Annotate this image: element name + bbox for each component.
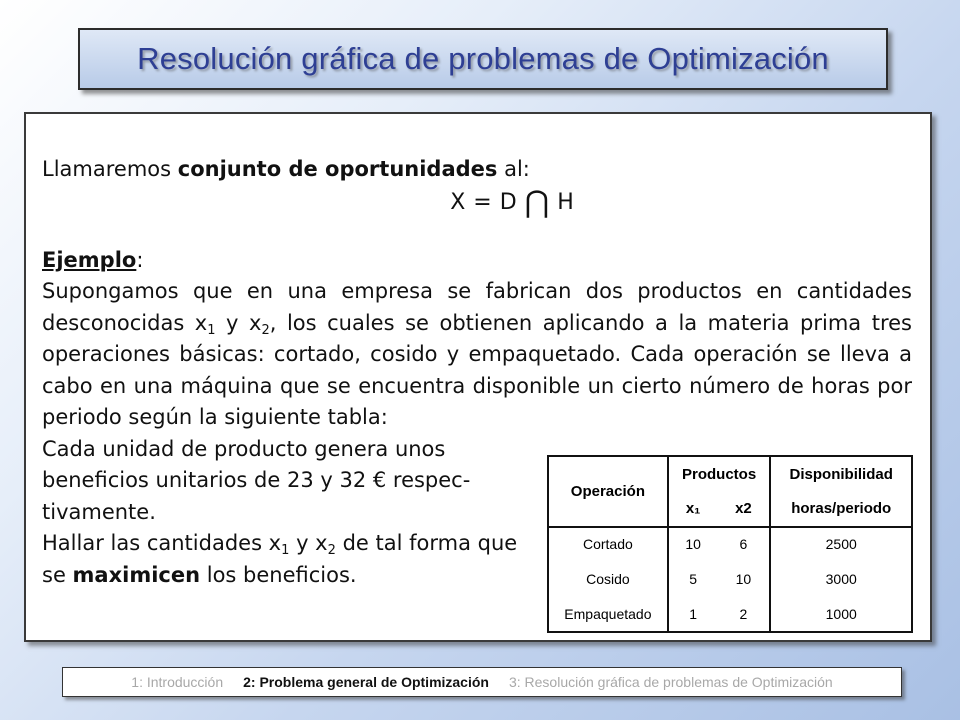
para1-part-c: , los cuales se obtienen aplicando a la materia prima tres operaciones básicas: cortado, cosido y empaquetado. Cada operación se lleva a cabo en una máquina que se encuentra disponible un cierto número de horas por periodo según la siguiente tabla: [42, 310, 912, 429]
formula-d: D [499, 189, 517, 215]
intro-line [42, 154, 912, 186]
cell-x2: 10 [717, 561, 770, 596]
slide-title: Resolución gráfica de problemas de Optimización [137, 41, 829, 76]
nav-link-resolucion-grafica[interactable]: 3: Resolución gráfica de problemas de Optimización [508, 674, 833, 690]
header-x1: x₁ [668, 492, 718, 527]
table-row [549, 561, 911, 596]
cell-x1: 5 [689, 570, 698, 587]
paragraph-3 [42, 528, 532, 591]
header-operacion: Operación [549, 457, 668, 527]
intro-bold-term: conjunto de oportunidades [177, 157, 498, 181]
cell-operation: Cosido [549, 561, 668, 596]
ejemplo-colon: : [136, 247, 144, 272]
header-x2: x2 [717, 492, 770, 527]
title-box [78, 28, 888, 90]
formula-equals: = [473, 189, 492, 215]
cell-x1: 1 [689, 605, 698, 622]
footer-navigation [62, 667, 902, 697]
ejemplo-heading [42, 245, 912, 277]
paragraph-1 [42, 276, 912, 434]
cell-x2: 2 [717, 596, 770, 631]
formula [112, 186, 912, 220]
content-box [24, 112, 932, 642]
cell-operation: Empaquetado [549, 596, 668, 631]
nav-link-introduccion[interactable]: 1: Introducción [131, 674, 224, 690]
para3-bold: maximicen [72, 562, 201, 587]
paragraph-2: Cada unidad de producto genera unos beneficios unitarios de 23 y 32 € respec-tivamente. [42, 436, 471, 524]
nav-link-problema-general[interactable]: 2: Problema general de Optimización [243, 674, 489, 690]
header-horas-periodo: horas/periodo [770, 492, 911, 527]
formula-x: X [450, 189, 466, 215]
para3-sub2: 2 [327, 543, 336, 558]
para1-part-a: Supongamos que en una empresa se fabrican dos productos en cantidades desconocidas x [42, 279, 912, 335]
table-row [549, 527, 911, 562]
cell-x1: 10 [685, 536, 701, 553]
left-column [42, 434, 532, 592]
ejemplo-label: Ejemplo [42, 247, 137, 272]
para3-part-d: los beneficios. [200, 562, 357, 587]
para3-part-a: Hallar las cantidades x [42, 531, 282, 555]
intro-prefix: Llamaremos [42, 157, 178, 181]
cell-disponibilidad: 3000 [825, 570, 857, 587]
intersection-symbol: ⋂ [524, 184, 550, 220]
table-row [549, 596, 911, 631]
intro-suffix: al: [497, 157, 530, 181]
para3-part-b: y x [289, 531, 328, 555]
header-disponibilidad: Disponibilidad [789, 465, 893, 483]
cell-disponibilidad: 2500 [825, 536, 857, 553]
para1-sub1: 1 [207, 322, 216, 338]
cell-disponibilidad: 1000 [825, 605, 857, 622]
header-productos: Productos [668, 457, 771, 492]
operations-table [547, 455, 913, 633]
para3-part-c: de tal forma que se [42, 531, 518, 587]
para3-sub1: 1 [281, 543, 290, 558]
formula-h: H [557, 189, 574, 215]
para1-sub2: 2 [261, 322, 270, 338]
cell-operation: Cortado [549, 527, 668, 562]
para1-part-b: y x [215, 310, 262, 335]
cell-x2: 6 [717, 527, 770, 562]
